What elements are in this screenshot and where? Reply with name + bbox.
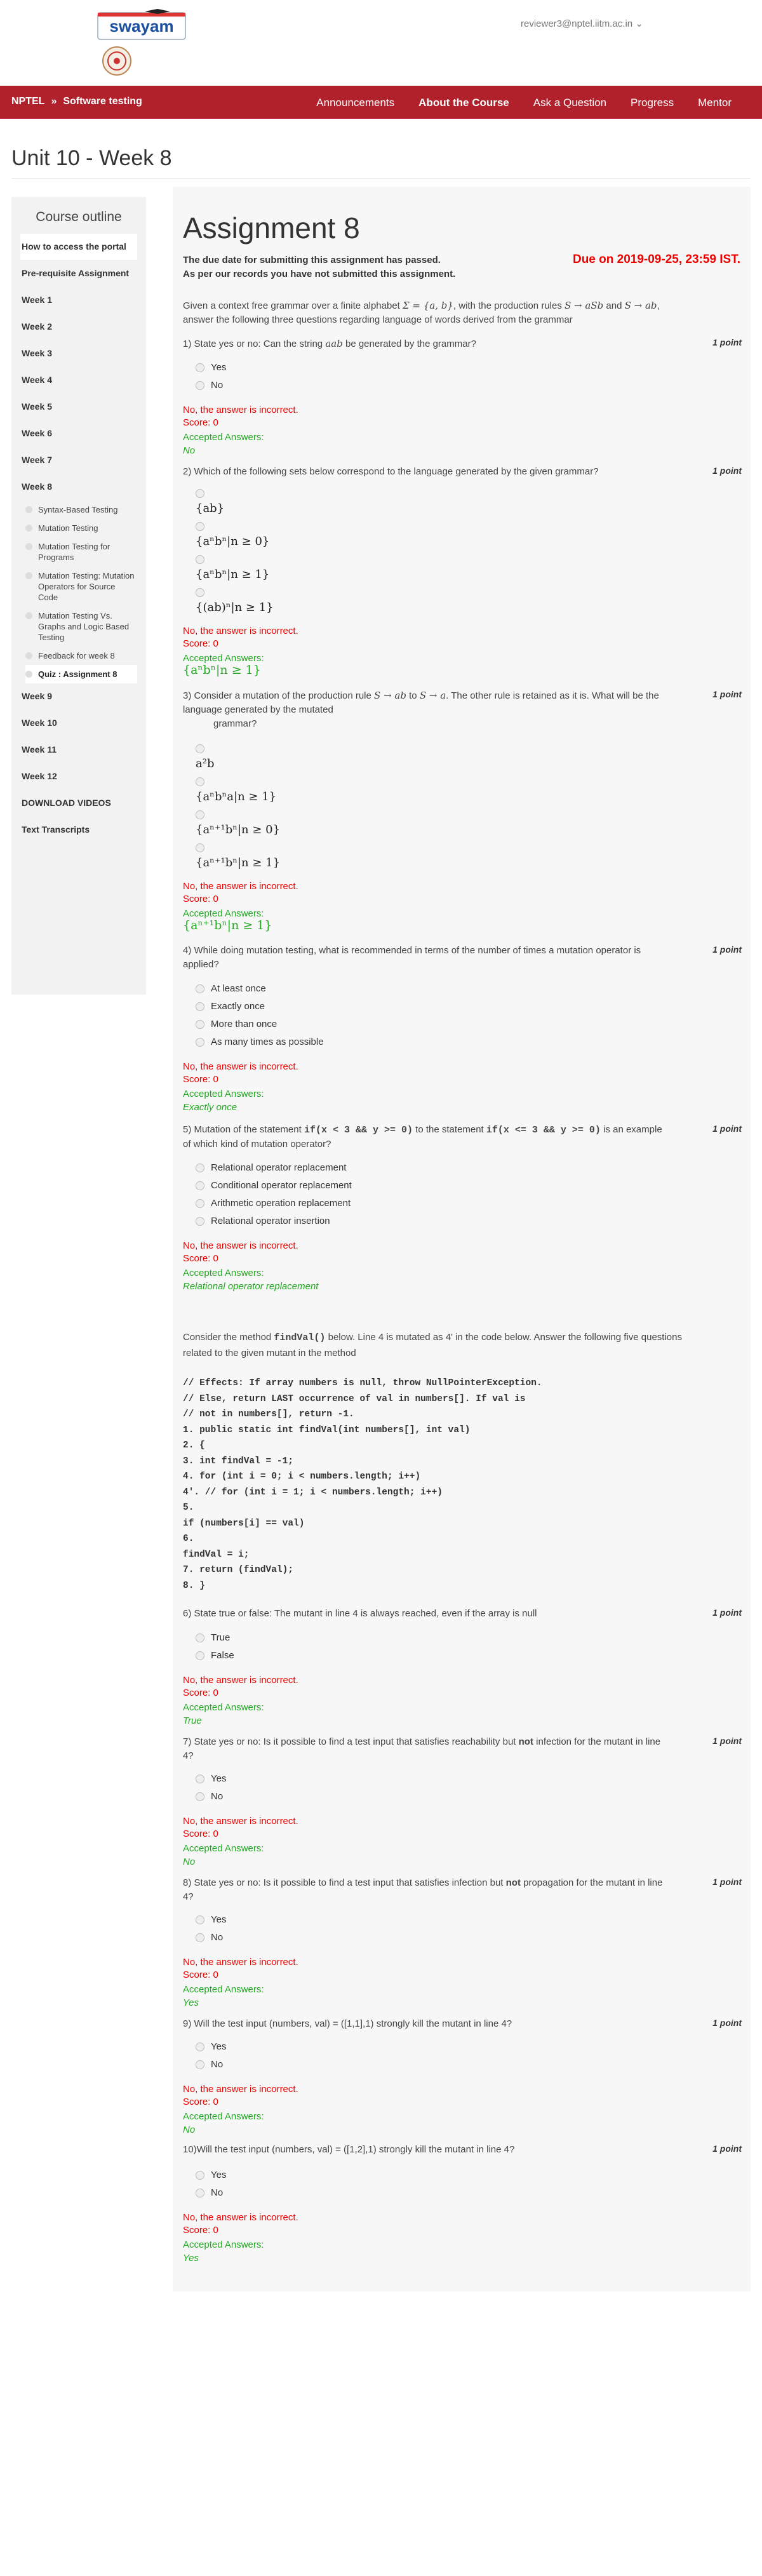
- sidebar-item-week-3[interactable]: Week 3: [20, 340, 137, 367]
- feedback-incorrect: [183, 1956, 298, 1982]
- score-text: Score: 0: [183, 1687, 218, 1698]
- incorrect-text: No, the answer is incorrect.: [183, 2212, 298, 2223]
- option-label: Yes: [211, 1773, 227, 1784]
- accepted-label: Accepted Answers:: [183, 1702, 264, 1713]
- intro-text: ,: [657, 300, 660, 311]
- score-text: Score: 0: [183, 2225, 218, 2236]
- question-number: 6): [183, 1608, 192, 1619]
- intro-text: , with the production rules: [453, 300, 562, 311]
- incorrect-text: No, the answer is incorrect.: [183, 1957, 298, 1968]
- intro-math: S → aSb: [565, 300, 604, 311]
- option-yes[interactable]: [196, 1914, 226, 1925]
- score-text: Score: 0: [183, 638, 218, 649]
- intro-math: S → ab: [624, 300, 657, 311]
- option-yes[interactable]: [196, 1773, 226, 1784]
- course-menu: [316, 97, 732, 109]
- accepted-answer: True: [183, 1715, 202, 1726]
- nav-mentor[interactable]: Mentor: [698, 97, 732, 109]
- option-label: Relational operator replacement: [211, 1162, 347, 1173]
- sidebar-item-text-transcripts[interactable]: Text Transcripts: [20, 817, 137, 843]
- question-number: 8): [183, 1877, 192, 1888]
- score-text: Score: 0: [183, 1969, 218, 1980]
- points-label: 1 point: [712, 1607, 742, 1618]
- sidebar-item-how-to-access[interactable]: How to access the portal: [20, 234, 137, 260]
- question-6: [183, 1607, 742, 1621]
- option-arithmetic-replacement[interactable]: [196, 1198, 351, 1209]
- incorrect-text: No, the answer is incorrect.: [183, 1061, 298, 1072]
- points-label: 1 point: [712, 1124, 742, 1134]
- option-no[interactable]: [196, 1932, 223, 1943]
- intro-code: findVal(): [274, 1332, 326, 1343]
- code-line: 4. for (int i = 0; i < numbers.length; i++): [183, 1472, 421, 1482]
- radio-button[interactable]: [196, 2060, 204, 2069]
- question-number: 7): [183, 1736, 192, 1747]
- code-line: // not in numbers[], return -1.: [183, 1409, 354, 1419]
- radio-button[interactable]: [196, 1181, 204, 1190]
- question-text: State yes or no: Is it possible to find a test input that satisfies infection but: [194, 1877, 504, 1888]
- question-text: is an example: [603, 1124, 662, 1135]
- incorrect-text: No, the answer is incorrect.: [183, 1816, 298, 1827]
- score-text: Score: 0: [183, 1828, 218, 1839]
- question-text: Will the test input (numbers, val) = ([1,2],1) strongly kill the mutant in line 4?: [196, 2144, 515, 2155]
- radio-button[interactable]: [196, 489, 204, 498]
- option-label: As many times as possible: [211, 1036, 324, 1047]
- deadline-notice: [183, 253, 455, 281]
- points-label: 1 point: [712, 689, 742, 699]
- question-emphasis: not: [505, 1877, 521, 1888]
- sidebar-subitem[interactable]: Mutation Testing Vs. Graphs and Logic Based Testing: [25, 607, 137, 647]
- accepted-answers: [183, 431, 264, 457]
- question-10: [183, 2143, 742, 2157]
- code-line: 3. int findVal = -1;: [183, 1456, 294, 1466]
- assignment-title: Assignment 8: [183, 211, 360, 245]
- option-yes[interactable]: [196, 2041, 226, 2052]
- nav-announcements[interactable]: Announcements: [316, 97, 395, 109]
- intro-text: answer the following three questions regarding language of words derived from the grammar: [183, 314, 573, 325]
- course-navbar: [0, 86, 762, 119]
- accepted-answers: [183, 1087, 264, 1114]
- score-text: Score: 0: [183, 2096, 218, 2107]
- sidebar-subitem[interactable]: Mutation Testing: Mutation Operators for Source Code: [25, 567, 137, 607]
- question-text: to the statement: [415, 1124, 484, 1135]
- feedback-incorrect: [183, 404, 298, 429]
- code-line: // Else, return LAST occurrence of val in numbers[]. If val is: [183, 1393, 526, 1404]
- incorrect-text: No, the answer is incorrect.: [183, 405, 298, 415]
- score-text: Score: 0: [183, 1074, 218, 1085]
- user-email[interactable]: reviewer3@nptel.iitm.ac.in: [521, 18, 633, 29]
- page-title: Unit 10 - Week 8: [11, 146, 172, 170]
- option-conditional-replacement[interactable]: [196, 1180, 352, 1191]
- radio-button[interactable]: [196, 1038, 204, 1047]
- points-label: 1 point: [712, 944, 742, 955]
- accepted-answer: {aⁿbⁿ|n ≥ 1}: [183, 663, 261, 677]
- question-text: grammar?: [213, 718, 257, 729]
- radio-button[interactable]: [196, 2043, 204, 2051]
- question-number: 3): [183, 690, 192, 701]
- option-as-many-times[interactable]: [196, 1036, 324, 1047]
- question-text: infection for the mutant in line: [536, 1736, 661, 1747]
- accepted-label: Accepted Answers:: [183, 432, 264, 443]
- question-text: applied?: [183, 959, 219, 970]
- sidebar-item-week-10[interactable]: Week 10: [20, 710, 137, 737]
- code-line: 1. public static int findVal(int numbers[], int val): [183, 1425, 471, 1435]
- radio-button[interactable]: [196, 1792, 204, 1801]
- code-line: 5.: [183, 1503, 194, 1513]
- sidebar-item-week-11[interactable]: Week 11: [20, 737, 137, 763]
- accepted-answer: Yes: [183, 1997, 199, 2008]
- question-text: Mutation of the statement: [194, 1124, 302, 1135]
- question-text: Will the test input (numbers, val) = ([1,1],1) strongly kill the mutant in line 4?: [194, 2018, 512, 2029]
- option-no[interactable]: [196, 1791, 223, 1802]
- question-text: propagation for the mutant in line: [523, 1877, 663, 1888]
- assignment-panel: [173, 187, 751, 2291]
- feedback-incorrect: [183, 1815, 298, 1841]
- accepted-answers: [183, 1983, 264, 2009]
- option-math: {(ab)ⁿ|n ≥ 1}: [196, 601, 274, 614]
- score-text: Score: 0: [183, 894, 218, 904]
- accepted-answers: [183, 1266, 318, 1293]
- site-header: [0, 0, 762, 86]
- option-relational-replacement[interactable]: [196, 1162, 346, 1173]
- question-math: S → a: [419, 690, 446, 701]
- accepted-answer: Exactly once: [183, 1102, 237, 1113]
- option-math: {ab}: [196, 502, 225, 515]
- findval-intro: [183, 1330, 742, 1361]
- nav-ask-question[interactable]: Ask a Question: [533, 97, 607, 109]
- accepted-answers: [183, 2238, 264, 2265]
- question-number: 4): [183, 945, 192, 956]
- accepted-label: Accepted Answers:: [183, 1984, 264, 1995]
- feedback-incorrect: [183, 2211, 298, 2237]
- nav-progress[interactable]: Progress: [631, 97, 674, 109]
- option-label: Arithmetic operation replacement: [211, 1198, 351, 1209]
- question-5: [183, 1123, 742, 1151]
- sidebar-item-week-8[interactable]: Week 8: [20, 474, 137, 500]
- feedback-incorrect: [183, 880, 298, 906]
- question-2: [183, 465, 742, 479]
- option-math: {aⁿbⁿ|n ≥ 1}: [196, 568, 270, 581]
- intro-text: related to the given mutant in the method: [183, 1348, 356, 1358]
- incorrect-text: No, the answer is incorrect.: [183, 1240, 298, 1251]
- sidebar-subitem[interactable]: Mutation Testing: [25, 519, 137, 537]
- incorrect-text: No, the answer is incorrect.: [183, 626, 298, 636]
- radio-button[interactable]: [196, 1002, 204, 1011]
- question-text: 4?: [183, 1750, 194, 1761]
- radio-button[interactable]: [196, 1933, 204, 1942]
- intro-text: and: [606, 300, 622, 311]
- radio-button[interactable]: [196, 555, 204, 564]
- option-label: Yes: [211, 1914, 227, 1925]
- option-yes[interactable]: [196, 362, 226, 373]
- radio-button[interactable]: [196, 381, 204, 390]
- question-9: [183, 2017, 742, 2031]
- option-label: No: [211, 2187, 224, 2198]
- option-label: True: [211, 1632, 231, 1643]
- option-math: {aⁿbⁿ|n ≥ 0}: [196, 535, 270, 548]
- not-submitted-text: As per our records you have not submitted this assignment.: [183, 269, 456, 279]
- code-line: findVal = i;: [183, 1549, 250, 1560]
- breadcrumb-provider[interactable]: NPTEL: [11, 96, 45, 107]
- feedback-incorrect: [183, 1240, 298, 1265]
- sidebar-item-prerequisite[interactable]: Pre-requisite Assignment: [20, 260, 137, 287]
- radio-button[interactable]: [196, 744, 204, 753]
- code-line: 6.: [183, 1534, 194, 1544]
- sidebar-item-week-1[interactable]: Week 1: [20, 287, 137, 314]
- accepted-label: Accepted Answers:: [183, 1089, 264, 1099]
- accepted-answer: No: [183, 2124, 196, 2135]
- sidebar-item-week-9[interactable]: Week 9: [20, 683, 137, 710]
- option-label: Yes: [211, 2170, 227, 2180]
- option-label: No: [211, 380, 224, 391]
- sidebar-item-week-7[interactable]: Week 7: [20, 447, 137, 474]
- radio-button[interactable]: [196, 1199, 204, 1208]
- option-label: Relational operator insertion: [211, 1216, 330, 1226]
- accepted-label: Accepted Answers:: [183, 2239, 264, 2250]
- code-line: 4'. // for (int i = 1; i < numbers.length; i++): [183, 1487, 443, 1498]
- question-text: Which of the following sets below correspond to the language generated by the given grammar?: [194, 466, 599, 477]
- accepted-answers: [183, 2110, 264, 2137]
- option-true[interactable]: [196, 1632, 230, 1643]
- option-label: No: [211, 1932, 224, 1943]
- question-text: language generated by the mutated: [183, 704, 333, 715]
- sidebar-subitem-current[interactable]: Quiz : Assignment 8: [25, 665, 137, 683]
- points-label: 1 point: [712, 466, 742, 476]
- option-math: {aⁿ⁺¹bⁿ|n ≥ 0}: [196, 823, 281, 836]
- option-label: Conditional operator replacement: [211, 1180, 352, 1191]
- question-math: aab: [325, 338, 343, 349]
- option-false[interactable]: [196, 1650, 234, 1661]
- option-label: At least once: [211, 983, 266, 994]
- points-label: 1 point: [712, 2018, 742, 2028]
- sidebar-item-week-4[interactable]: Week 4: [20, 367, 137, 394]
- sidebar-subitem[interactable]: Feedback for week 8: [25, 647, 137, 665]
- option-label: Exactly once: [211, 1001, 265, 1012]
- option-at-least-once[interactable]: [196, 983, 266, 994]
- breadcrumb-separator: »: [51, 96, 57, 107]
- question-text: Consider a mutation of the production rule: [194, 690, 371, 701]
- question-1: [183, 337, 742, 351]
- radio-button[interactable]: [196, 1633, 204, 1642]
- option-no[interactable]: [196, 2187, 223, 2198]
- feedback-incorrect: [183, 625, 298, 650]
- intro-text: Given a context free grammar over a finite alphabet: [183, 300, 400, 311]
- question-text: State true or false: The mutant in line 4 is always reached, even if the array is null: [194, 1608, 537, 1619]
- due-date: Due on 2019-09-25, 23:59 IST.: [572, 253, 740, 266]
- option-math: a²b: [196, 757, 215, 770]
- accepted-label: Accepted Answers:: [183, 2111, 264, 2122]
- question-math: S → ab: [374, 690, 406, 701]
- breadcrumb-course[interactable]: Software testing: [63, 96, 142, 107]
- question-code: if(x <= 3 && y >= 0): [486, 1125, 601, 1136]
- radio-button[interactable]: [196, 1774, 204, 1783]
- accepted-answer: {aⁿ⁺¹bⁿ|n ≥ 1}: [183, 918, 272, 932]
- question-7: [183, 1735, 742, 1763]
- intro-math: Σ = {a, b}: [403, 300, 453, 311]
- chevron-down-icon[interactable]: ⌄: [635, 18, 643, 29]
- option-more-than-once[interactable]: [196, 1019, 277, 1030]
- radio-button[interactable]: [196, 1915, 204, 1924]
- question-number: 1): [183, 339, 192, 349]
- sidebar-item-week-12[interactable]: Week 12: [20, 763, 137, 790]
- radio-button[interactable]: [196, 1020, 204, 1029]
- radio-button[interactable]: [196, 363, 204, 372]
- option-no[interactable]: [196, 380, 223, 391]
- radio-button[interactable]: [196, 588, 204, 597]
- accepted-answer: No: [183, 445, 196, 456]
- option-no[interactable]: [196, 2059, 223, 2070]
- sidebar-item-week-5[interactable]: Week 5: [20, 394, 137, 420]
- points-label: 1 point: [712, 2143, 742, 2154]
- svg-text:swayam: swayam: [109, 17, 174, 36]
- incorrect-text: No, the answer is incorrect.: [183, 1675, 298, 1686]
- question-emphasis: not: [518, 1736, 533, 1747]
- sidebar-item-week-6[interactable]: Week 6: [20, 420, 137, 447]
- question-text: State yes or no: Is it possible to find a test input that satisfies reachability but: [194, 1736, 516, 1747]
- option-math: {aⁿ⁺¹bⁿ|n ≥ 1}: [196, 856, 281, 869]
- score-text: Score: 0: [183, 1253, 218, 1264]
- points-label: 1 point: [712, 1736, 742, 1746]
- radio-button[interactable]: [196, 1217, 204, 1226]
- score-text: Score: 0: [183, 417, 218, 428]
- user-menu[interactable]: [521, 18, 643, 29]
- accepted-answer: Yes: [183, 2253, 199, 2264]
- option-label: No: [211, 2059, 224, 2070]
- question-text: . The other rule is retained as it is. What will be the: [446, 690, 659, 701]
- deadline-passed-text: The due date for submitting this assignment has passed.: [183, 255, 441, 265]
- sidebar-title: Course outline: [36, 210, 122, 224]
- option-math: {aⁿbⁿa|n ≥ 1}: [196, 790, 277, 803]
- radio-button[interactable]: [196, 522, 204, 531]
- incorrect-text: No, the answer is incorrect.: [183, 2084, 298, 2095]
- question-number: 9): [183, 2018, 192, 2029]
- intro-text: Consider the method: [183, 1332, 272, 1343]
- incorrect-text: No, the answer is incorrect.: [183, 881, 298, 892]
- radio-button[interactable]: [196, 2189, 204, 2197]
- question-text: to: [409, 690, 417, 701]
- option-label: Yes: [211, 2041, 227, 2052]
- points-label: 1 point: [712, 1877, 742, 1887]
- code-line: 8. }: [183, 1580, 205, 1591]
- question-text: of which kind of mutation operator?: [183, 1139, 331, 1150]
- grammar-intro: [183, 299, 742, 327]
- option-relational-insertion[interactable]: [196, 1216, 330, 1226]
- points-label: 1 point: [712, 337, 742, 347]
- feedback-incorrect: [183, 1061, 298, 1086]
- question-3: [183, 688, 742, 731]
- sidebar-item-download-videos[interactable]: DOWNLOAD VIDEOS: [20, 790, 137, 817]
- radio-button[interactable]: [196, 777, 204, 786]
- question-code: if(x < 3 && y >= 0): [304, 1125, 413, 1136]
- radio-button[interactable]: [196, 2171, 204, 2180]
- option-label: More than once: [211, 1019, 277, 1030]
- radio-button[interactable]: [196, 843, 204, 852]
- sidebar-subitem[interactable]: Mutation Testing for Programs: [25, 537, 137, 567]
- emblem-icon: [102, 46, 132, 76]
- question-8: [183, 1876, 742, 1904]
- question-number: 5): [183, 1124, 192, 1135]
- swayam-logo[interactable]: [97, 8, 187, 42]
- breadcrumb: [11, 96, 142, 107]
- nav-about-course[interactable]: About the Course: [418, 97, 509, 109]
- question-text: State yes or no: Can the string: [194, 339, 323, 349]
- question-text: be generated by the grammar?: [345, 339, 476, 349]
- code-line: 7. return (findVal);: [183, 1565, 294, 1575]
- option-label: No: [211, 1791, 224, 1802]
- accepted-answers: [183, 1842, 264, 1868]
- feedback-incorrect: [183, 2083, 298, 2109]
- accepted-answer: No: [183, 1856, 196, 1867]
- question-number: 2): [183, 466, 192, 477]
- intro-text: below. Line 4 is mutated as 4' in the code below. Answer the following five questions: [328, 1332, 682, 1343]
- sidebar-subitem[interactable]: Syntax-Based Testing: [25, 500, 137, 519]
- code-line: if (numbers[i] == val): [183, 1518, 305, 1529]
- radio-button[interactable]: [196, 1164, 204, 1172]
- radio-button[interactable]: [196, 810, 204, 819]
- code-line: 2. {: [183, 1440, 205, 1451]
- feedback-incorrect: [183, 1674, 298, 1700]
- option-exactly-once[interactable]: [196, 1001, 265, 1012]
- question-text: While doing mutation testing, what is recommended in terms of the number of times a mutation operator is: [194, 945, 641, 956]
- option-label: Yes: [211, 362, 227, 373]
- accepted-label: Accepted Answers:: [183, 908, 264, 919]
- question-text: 4?: [183, 1891, 194, 1902]
- accepted-label: Accepted Answers:: [183, 1843, 264, 1854]
- question-4: [183, 944, 742, 972]
- sidebar-item-week-2[interactable]: Week 2: [20, 314, 137, 340]
- accepted-label: Accepted Answers:: [183, 1268, 264, 1278]
- accepted-answers: [183, 1701, 264, 1727]
- accepted-answer: Relational operator replacement: [183, 1281, 319, 1292]
- code-listing: [183, 1376, 542, 1593]
- radio-button[interactable]: [196, 1651, 204, 1660]
- option-yes[interactable]: [196, 2170, 226, 2180]
- course-outline-sidebar: [11, 197, 146, 995]
- question-number: 10): [183, 2144, 197, 2155]
- option-label: False: [211, 1650, 234, 1661]
- accepted-label: Accepted Answers:: [183, 653, 264, 664]
- radio-button[interactable]: [196, 984, 204, 993]
- code-line: // Effects: If array numbers is null, throw NullPointerException.: [183, 1378, 542, 1388]
